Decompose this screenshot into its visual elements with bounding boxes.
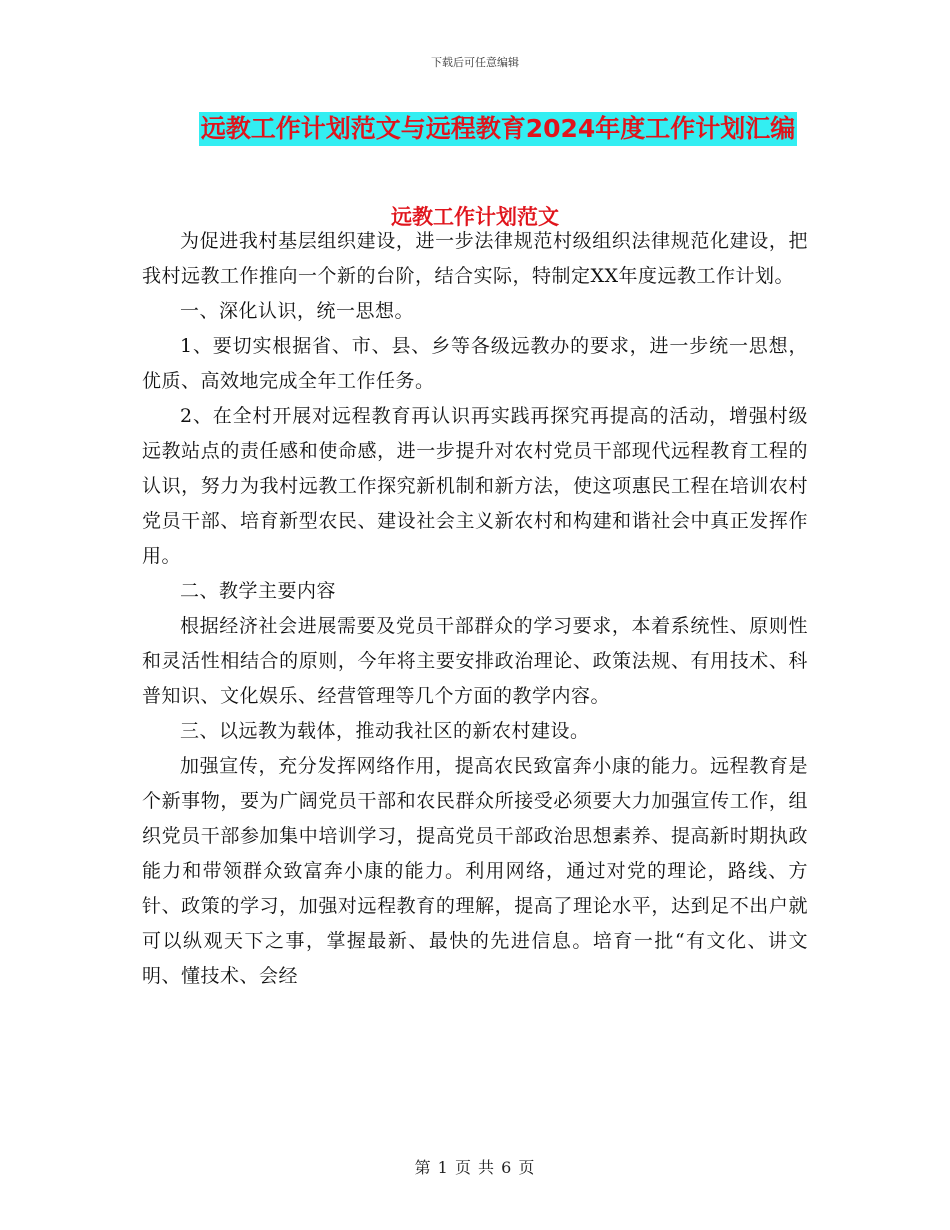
page-footer: 第 1 页 共 6 页 [414, 1158, 536, 1177]
paragraph-heading-2: 二、教学主要内容 [180, 580, 337, 602]
paragraph-item-1: 1、要切实根据省、市、县、乡等各级远教办的要求，进一步统一思想，优质、高效地完成全年工作任务。 [142, 335, 808, 392]
section-title: 远教工作计划范文 [391, 205, 559, 229]
main-title-container [0, 112, 950, 146]
paragraph-teaching-content: 根据经济社会进展需要及党员干部群众的学习要求，本着系统性、原则性和灵活性相结合的原则，今年将主要安排政治理论、政策法规、有用技术、科普知识、文化娱乐、经营管理等几个方面的教学内容。 [142, 615, 808, 707]
paragraph-heading-3: 三、以远教为载体，推动我社区的新农村建设。 [180, 720, 590, 742]
header-note: 下载后可任意编辑 [431, 56, 519, 69]
paragraph-publicity: 加强宣传，充分发挥网络作用，提高农民致富奔小康的能力。远程教育是个新事物，要为广阔党员干部和农民群众所接受必须要大力加强宣传工作，组织党员干部参加集中培训学习，提高党员干部政治思想素养、提高新时期执政能力和带领群众致富奔小康的能力。利用网络，通过对党的理论，路线、方针、政策的学习，加强对远程教育的理解，提高了理论水平，达到足不出户就可以纵观天下之事，掌握最新、最快的先进信息。培育一批“有文化、讲文明、懂技术、会经 [142, 755, 808, 987]
paragraph-item-2: 2、在全村开展对远程教育再认识再实践再探究再提高的活动，增强村级远教站点的责任感和使命感，进一步提升对农村党员干部现代远程教育工程的认识，努力为我村远教工作探究新机制和新方法，使这项惠民工程在培训农村党员干部、培育新型农民、建设社会主义新农村和构建和谐社会中真正发挥作用。 [142, 405, 808, 567]
paragraph-intro: 为促进我村基层组织建设，进一步法律规范村级组织法律规范化建设，把我村远教工作推向一个新的台阶，结合实际，特制定XX年度远教工作计划。 [142, 230, 808, 287]
main-title: 远教工作计划范文与远程教育2024年度工作计划汇编 [199, 112, 798, 146]
body-text [142, 220, 808, 994]
paragraph-heading-1: 一、深化认识，统一思想。 [180, 300, 415, 322]
